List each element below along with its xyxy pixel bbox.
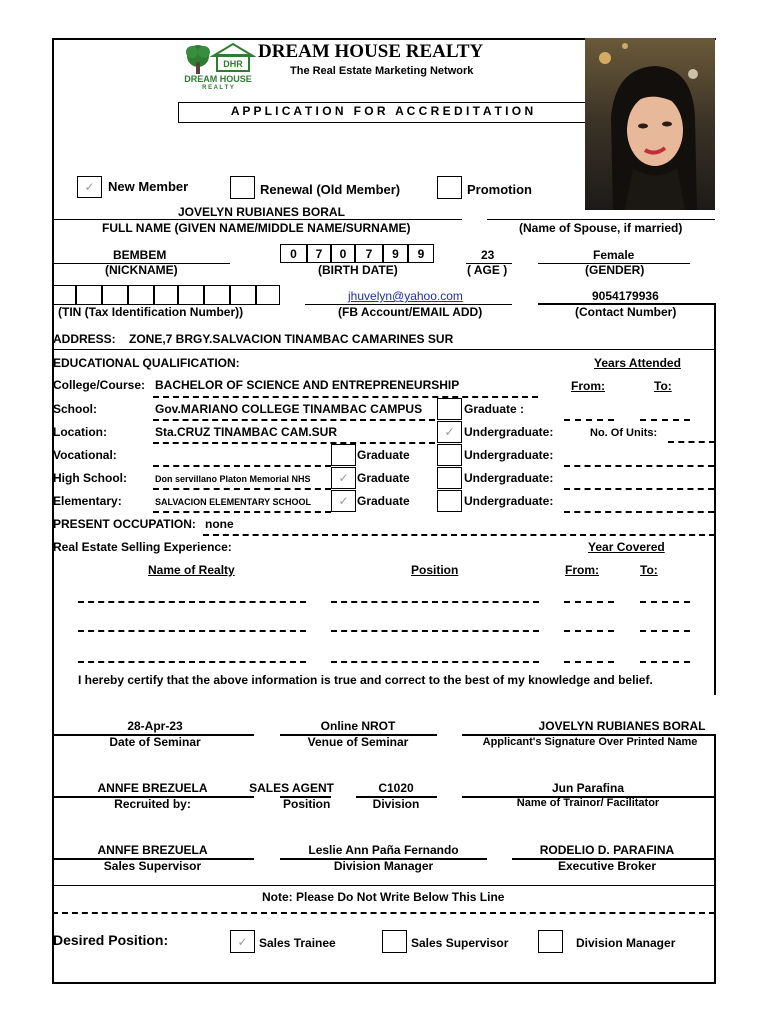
contact-label: (Contact Number) [575, 305, 677, 319]
tin-cell-2[interactable] [76, 285, 102, 305]
applicant-photo [585, 38, 715, 210]
education-heading: EDUCATIONAL QUALIFICATION: [53, 356, 240, 370]
tin-cell-5[interactable] [154, 285, 178, 305]
logo-name: DREAM HOUSE [184, 74, 252, 84]
desired-position-label: Desired Position: [53, 932, 169, 948]
college-graduate-label: Graduate : [464, 402, 525, 416]
full-name-value: JOVELYN RUBIANES BORAL [178, 205, 345, 219]
promotion-checkbox[interactable] [437, 176, 462, 199]
highschool-graduate-checkbox[interactable]: ✓ [331, 467, 356, 489]
birth-digit-6: 9 [408, 244, 434, 263]
seminar-date: 28-Apr-23 [127, 719, 183, 733]
nickname-value: BEMBEM [113, 248, 167, 262]
vocational-years-line [564, 465, 714, 467]
division-manager-label: Division Manager [576, 936, 676, 950]
supervisor-name: ANNFE BREZUELA [97, 843, 208, 857]
tin-cell-9[interactable] [256, 285, 280, 305]
logo-icon [183, 42, 253, 90]
manager-name: Leslie Ann Paña Fernando [308, 843, 459, 857]
to-label-edu: To: [654, 379, 672, 393]
birth-digit-1: 0 [280, 244, 307, 263]
highschool-graduate-label: Graduate [357, 471, 410, 485]
college-undergraduate-label: Undergraduate: [464, 425, 554, 439]
recruiter-name: ANNFE BREZUELA [97, 781, 208, 795]
spouse-label: (Name of Spouse, if married) [519, 221, 683, 235]
school-label: School: [53, 402, 97, 416]
realty-line-1 [78, 601, 306, 603]
elementary-graduate-checkbox[interactable]: ✓ [331, 490, 356, 512]
certification-text: I hereby certify that the above information is true and correct to the best of my knowledge and belief. [78, 673, 653, 687]
trainor-name: Jun Parafina [551, 781, 625, 795]
from-line-3 [564, 661, 614, 663]
location-label: Location: [53, 425, 107, 439]
tin-cell-4[interactable] [128, 285, 154, 305]
address-line [52, 349, 715, 350]
from-label-edu: From: [571, 379, 605, 393]
college-line [153, 396, 538, 398]
recruit-position: SALES AGENT [249, 781, 334, 795]
college-graduate-checkbox[interactable] [437, 398, 462, 420]
birth-digit-2: 7 [307, 244, 331, 263]
applicant-signature-label: Applicant's Signature Over Printed Name [482, 736, 698, 748]
highschool-line [153, 488, 331, 490]
vocational-graduate-checkbox[interactable] [331, 444, 356, 466]
to-line-2 [640, 630, 690, 632]
elementary-undergraduate-label: Undergraduate: [464, 494, 554, 508]
realty-line-2 [78, 630, 306, 632]
tin-cell-6[interactable] [178, 285, 204, 305]
nickname-label: (NICKNAME) [105, 263, 178, 277]
highschool-value: Don servillano Platon Memorial NHS [155, 474, 311, 484]
company-tagline: The Real Estate Marketing Network [290, 65, 474, 77]
note-dashed-line [52, 912, 715, 914]
form-title: A P P L I C A T I O N F O R A C C R E D I T A T I O N [230, 104, 534, 118]
position-label: Position [411, 563, 459, 577]
college-to-line [640, 419, 690, 421]
sales-trainee-checkbox[interactable]: ✓ [230, 930, 255, 953]
recruiter-label: Recruited by: [114, 797, 191, 811]
tin-label: (TIN (Tax Identification Number)) [58, 305, 244, 319]
year-covered-label: Year Covered [588, 540, 665, 554]
position-line-3 [331, 661, 539, 663]
gender-label: (GENDER) [585, 263, 645, 277]
trainor-label: Name of Trainor/ Facilitator [516, 797, 660, 809]
frame-right-mid [714, 303, 716, 695]
location-line [153, 442, 435, 444]
vocational-label: Vocational: [53, 448, 117, 462]
units-label: No. Of Units: [590, 427, 658, 439]
sales-supervisor-label: Sales Supervisor [411, 936, 509, 950]
applicant-name: JOVELYN RUBIANES BORAL [538, 719, 706, 733]
renewal-label: Renewal (Old Member) [260, 182, 401, 197]
to-line-1 [640, 601, 690, 603]
elementary-label: Elementary: [53, 494, 122, 508]
recruit-position-label: Position [283, 797, 331, 811]
tin-cell-7[interactable] [204, 285, 230, 305]
college-label: College/Course: [53, 378, 146, 392]
elementary-graduate-label: Graduate [357, 494, 410, 508]
sales-supervisor-checkbox[interactable] [382, 930, 407, 953]
tin-cell-3[interactable] [102, 285, 128, 305]
age-value: 23 [481, 248, 495, 262]
email-link[interactable]: jhuvelyn@yahoo.com [348, 289, 463, 303]
age-label: ( AGE ) [467, 263, 508, 277]
college-undergraduate-checkbox[interactable]: ✓ [437, 421, 462, 443]
seminar-date-label: Date of Seminar [109, 735, 201, 749]
broker-name: RODELIO D. PARAFINA [539, 843, 675, 857]
birth-date-label: (BIRTH DATE) [318, 263, 398, 277]
elementary-years-line [564, 511, 714, 513]
logo-sub: R E A L T Y [202, 85, 234, 91]
birth-digit-3: 0 [331, 244, 355, 263]
contact-value: 9054179936 [592, 289, 659, 303]
occupation-value: none [205, 517, 234, 531]
recruit-division-label: Division [372, 797, 420, 811]
from-line-1 [564, 601, 614, 603]
highschool-undergraduate-label: Undergraduate: [464, 471, 554, 485]
address-value: ZONE,7 BRGY.SALVACION TINAMBAC CAMARINES SUR [129, 332, 454, 346]
years-attended-label: Years Attended [594, 356, 681, 370]
full-name-label: FULL NAME (GIVEN NAME/MIDDLE NAME/SURNAME) [102, 221, 411, 235]
school-value: Gov.MARIANO COLLEGE TINAMBAC CAMPUS [155, 402, 423, 416]
gender-value: Female [593, 248, 635, 262]
birth-digit-4: 7 [355, 244, 383, 263]
highschool-years-line [564, 488, 714, 490]
email-label: (FB Account/EMAIL ADD) [338, 305, 483, 319]
vocational-undergraduate-checkbox[interactable] [437, 444, 462, 466]
units-line [668, 441, 715, 443]
seminar-venue-label: Venue of Seminar [307, 735, 409, 749]
division-manager-checkbox[interactable] [538, 930, 563, 953]
company-name: DREAM HOUSE REALTY [258, 41, 484, 62]
note-top-line [52, 885, 715, 886]
position-line-1 [331, 601, 539, 603]
highschool-undergraduate-checkbox[interactable] [437, 467, 462, 489]
college-value: BACHELOR OF SCIENCE AND ENTREPRENEURSHIP [155, 378, 460, 392]
tin-cell-8[interactable] [230, 285, 256, 305]
from-label-exp: From: [565, 563, 599, 577]
from-line-2 [564, 630, 614, 632]
promotion-label: Promotion [467, 182, 532, 197]
school-line [153, 419, 435, 421]
frame-bottom [52, 982, 716, 984]
location-value: Sta.CRUZ TINAMBAC CAM.SUR [155, 425, 337, 439]
sales-trainee-label: Sales Trainee [259, 936, 336, 950]
photo-icon [585, 38, 715, 210]
manager-label: Division Manager [333, 859, 434, 873]
spouse-line [487, 219, 715, 220]
frame-left [52, 38, 54, 984]
elementary-undergraduate-checkbox[interactable] [437, 490, 462, 512]
position-line-2 [331, 630, 539, 632]
experience-heading: Real Estate Selling Experience: [53, 540, 232, 554]
company-logo [183, 42, 253, 90]
new-member-checkbox[interactable]: ✓ [77, 176, 102, 198]
name-of-realty-label: Name of Realty [148, 563, 235, 577]
occupation-line [203, 534, 715, 536]
supervisor-label: Sales Supervisor [103, 859, 202, 873]
realty-line-3 [78, 661, 306, 663]
logo-abbrev: DHR [223, 59, 243, 69]
elementary-value: SALVACION ELEMENTARY SCHOOL [155, 497, 312, 507]
note-text: Note: Please Do Not Write Below This Line [262, 890, 505, 904]
highschool-label: High School: [53, 471, 127, 485]
seminar-venue: Online NROT [320, 719, 396, 733]
address-label: ADDRESS: [53, 332, 116, 346]
full-name-line [52, 219, 462, 220]
occupation-label: PRESENT OCCUPATION: [53, 517, 196, 531]
elementary-line [153, 511, 331, 513]
renewal-checkbox[interactable] [230, 176, 255, 199]
broker-label: Executive Broker [557, 859, 657, 873]
vocational-undergraduate-label: Undergraduate: [464, 448, 554, 462]
to-line-3 [640, 661, 690, 663]
college-from-line [564, 419, 614, 421]
recruit-division: C1020 [378, 781, 414, 795]
tin-cell-1[interactable] [52, 285, 76, 305]
birth-digit-5: 9 [383, 244, 408, 263]
vocational-graduate-label: Graduate [357, 448, 410, 462]
to-label-exp: To: [640, 563, 658, 577]
vocational-line [153, 465, 331, 467]
new-member-label: New Member [108, 179, 189, 194]
